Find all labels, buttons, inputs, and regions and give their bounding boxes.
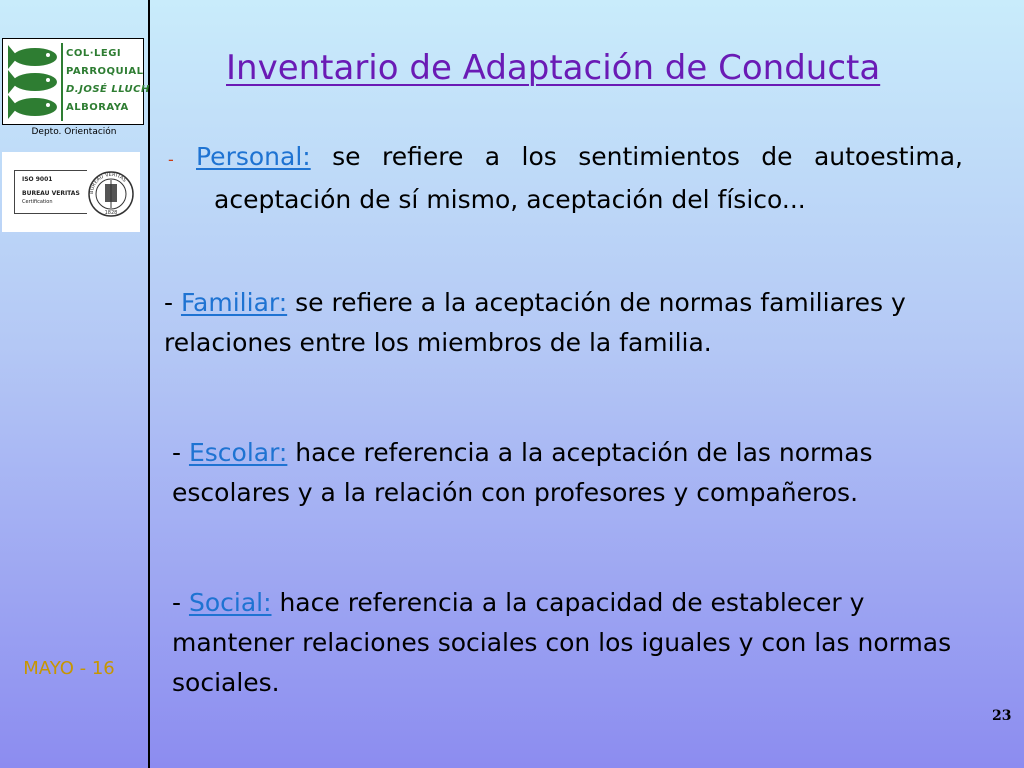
item-dash: - (168, 150, 174, 169)
date-label: MAYO - 16 (23, 658, 115, 679)
logo-line-4: ALBORAYA (66, 102, 129, 113)
logo-line-3: D.JOSÉ LLUCH (66, 84, 150, 95)
seal-text: BUREAU VERITAS (88, 171, 128, 195)
item-escolar (172, 433, 962, 513)
seal-year: 1828 (104, 210, 118, 216)
item-text: hace referencia a la aceptación de las normas escolares y a la relación con profesores y compañeros. (172, 438, 873, 507)
logo-line-2: PARROQUIAL (66, 66, 144, 77)
item-text: se refiere a la aceptación de normas familiares y relaciones entre los miembros de la familia. (164, 288, 906, 357)
department-label: Depto. Orientación (31, 127, 117, 137)
item-dash: - (172, 588, 189, 617)
certification-line-3: Certification (22, 199, 53, 205)
school-logo (2, 38, 150, 125)
logo-line-1: COL·LEGI (66, 48, 122, 59)
item-term: Personal: (196, 142, 311, 171)
item-term: Escolar: (188, 438, 288, 467)
item-dash: - (172, 438, 189, 467)
bureau-veritas-seal-icon (86, 164, 136, 224)
page-number: 23 (992, 708, 1012, 724)
item-text: hace referencia a la capacidad de establecer y mantener relaciones sociales con los iguales y con las normas sociales. (172, 588, 952, 697)
item-familiar (164, 283, 944, 363)
item-social (172, 583, 972, 703)
item-dash: - (164, 288, 181, 317)
item-term: Familiar: (180, 288, 288, 317)
item-personal (168, 137, 963, 220)
certification-line-2: BUREAU VERITAS (22, 190, 80, 197)
certification-line-1: ISO 9001 (22, 176, 53, 183)
certification-badge (2, 152, 140, 232)
item-text: se refiere a los sentimientos de autoestima, aceptación de sí mismo, aceptación del físico... (214, 142, 963, 214)
item-term: Social: (188, 588, 272, 617)
slide-title: Inventario de Adaptación de Conducta (226, 48, 881, 88)
fish-logo-icon (6, 43, 64, 121)
